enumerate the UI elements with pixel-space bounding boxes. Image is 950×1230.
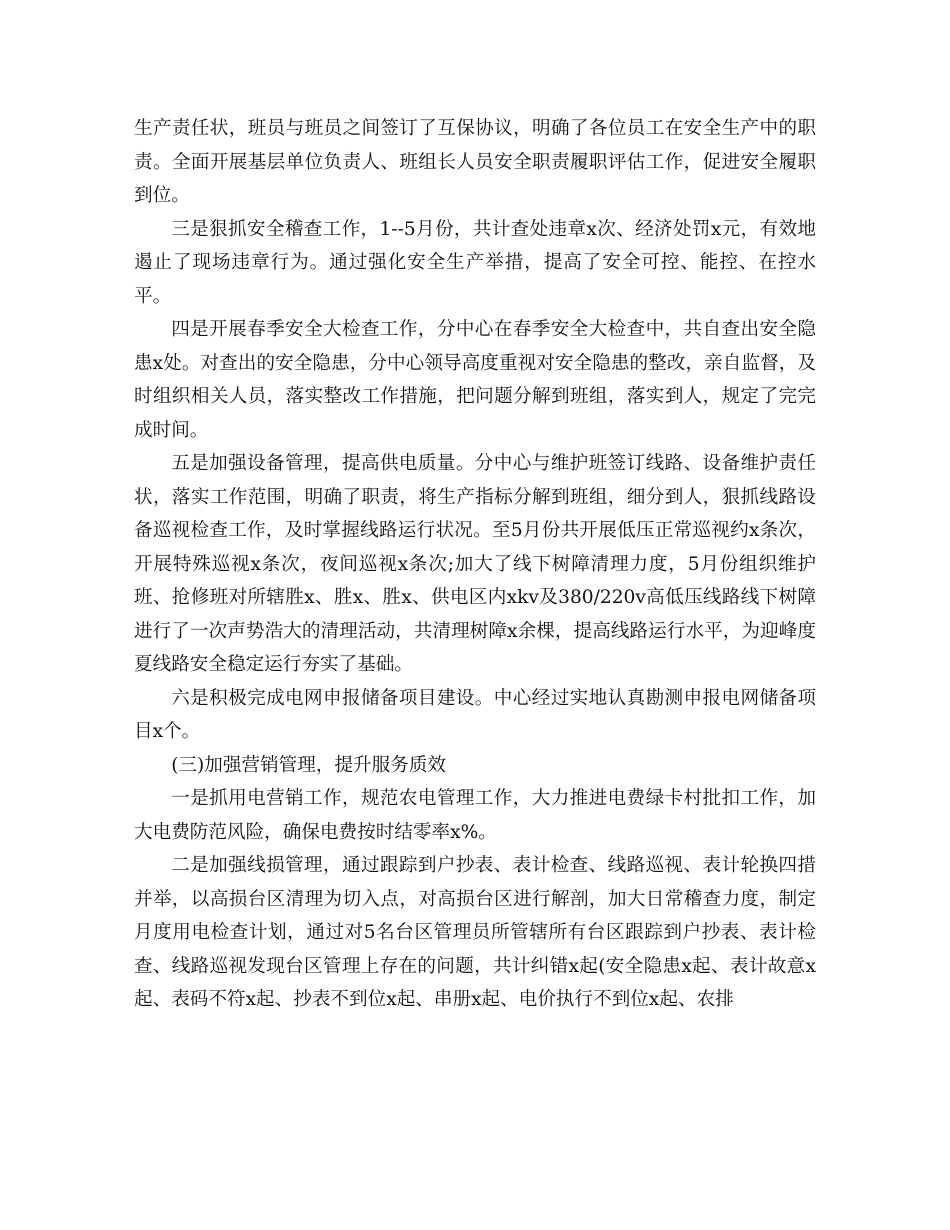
- paragraph-5: 六是积极完成电网申报储备项目建设。中心经过实地认真勘测申报电网储备项目x个。: [134, 687, 816, 742]
- paragraph-7: 二是加强线损管理，通过跟踪到户抄表、表计检查、线路巡视、表计轮换四措并举，以高损台区清理为切入点，对高损台区进行解剖，加大日常稽查力度，制定月度用电检查计划，通过对5名台区管理员所管辖所有台区跟踪到户抄表、表计检查、线路巡视发现台区管理上存在的问题，共计纠错x起(安全隐患x起、表计故意x起、表码不符x起、抄表不到位x起、串册x起、电价执行不到位x起、农排: [134, 855, 816, 1010]
- paragraph-6: 一是抓用电营销工作，规范农电管理工作，大力推进电费绿卡村批扣工作，加大电费防范风险，确保电费按时结零率x%。: [134, 788, 816, 843]
- paragraph-1: 生产责任状，班员与班员之间签订了互保协议，明确了各位员工在安全生产中的职责。全面开展基层单位负责人、班组长人员安全职责履职评估工作，促进安全履职到位。: [134, 118, 816, 206]
- paragraph-4: 五是加强设备管理，提高供电质量。分中心与维护班签订线路、设备维护责任状，落实工作范围，明确了职责，将生产指标分解到班组，细分到人，狠抓线路设备巡视检查工作，及时掌握线路运行状况。至5月份共开展低压正常巡视约x条次，开展特殊巡视x条次，夜间巡视x条次;加大了线下树障清理力度，5月份组织维护班、抢修班对所辖胜x、胜x、胜x、供电区内xkv及380/220v高低压线路线下树障进行了一次声势浩大的清理活动，共清理树障x余棵，提高线路运行水平，为迎峰度夏线路安全稳定运行夯实了基础。: [134, 453, 816, 675]
- document-body: [134, 112, 816, 1017]
- paragraph-2: 三是狠抓安全稽查工作，1--5月份，共计查处违章x次、经济处罚x元，有效地遏止了现场违章行为。通过强化安全生产举措，提高了安全可控、能控、在控水平。: [134, 218, 816, 307]
- paragraph-3: 四是开展春季安全大检查工作，分中心在春季安全大检查中，共自查出安全隐患x处。对查出的安全隐患，分中心领导高度重视对安全隐患的整改，亲自监督，及时组织相关人员，落实整改工作措施，把问题分解到班组，落实到人，规定了完完成时间。: [134, 319, 816, 441]
- section-heading: (三)加强营销管理，提升服务质效: [171, 754, 447, 776]
